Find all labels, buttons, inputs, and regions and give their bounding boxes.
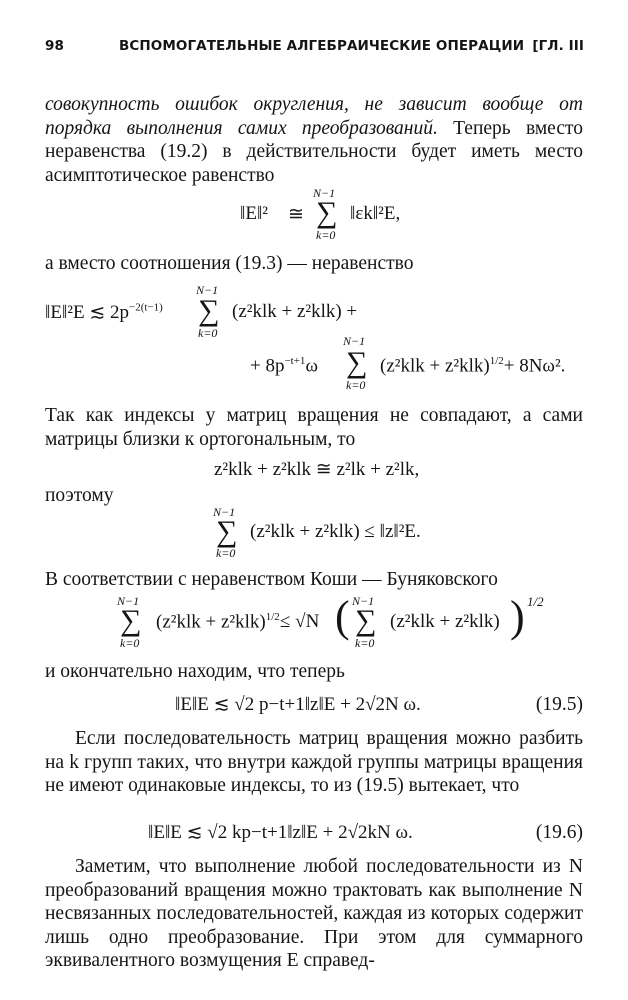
sum-lower-limit: k=0 xyxy=(316,228,336,242)
formula-4-term: (z²klk + z²klk) ≤ ‖z‖²E. xyxy=(250,521,421,542)
formula-5-term2: (z²klk + z²klk) xyxy=(390,611,500,632)
sum-upper-limit: N−1 xyxy=(196,283,219,297)
sum-symbol: ∑ xyxy=(216,515,238,548)
sum-upper-limit: N−1 xyxy=(117,594,140,608)
paragraph-3: Так как индексы у матриц вращения не совпадают, а сами матрицы близки к ортогональным, то xyxy=(45,405,583,450)
formula-3: z²klk + z²klk ≅ z²lk + z²lk, xyxy=(214,459,420,480)
sum-upper-limit: N−1 xyxy=(213,505,236,519)
chapter-label: [ГЛ. III xyxy=(532,38,584,54)
equation-number-19-6: (19.6) xyxy=(535,822,583,843)
sum-symbol: ∑ xyxy=(198,294,220,327)
paragraph-6: и окончательно находим, что теперь xyxy=(45,661,345,682)
sum-symbol: ∑ xyxy=(346,346,368,379)
sum-upper-limit: N−1 xyxy=(343,334,366,348)
right-paren: ) xyxy=(510,592,525,641)
sum-lower-limit: k=0 xyxy=(346,378,366,392)
formula-2-line2: + $8p^{-t+1}\omega$ xyxy=(250,355,318,377)
left-paren: ( xyxy=(335,592,350,641)
formula-2-term2: $(z^2klk + z^2klk)^{1/2}+ 8N\omega^2$. xyxy=(380,355,566,377)
sum-symbol: ∑ xyxy=(120,604,142,637)
paragraph-7: Если последовательность матриц вращения можно разбить на k групп таких, что внутри каждой группы матрицы вращения не имеют одинаковые индексы, то из (19.5) вытекает, что xyxy=(45,728,583,797)
formula-5-term: $(z^2klk + z^2klk)^{1/2}$ xyxy=(156,611,280,633)
sum-symbol: ∑ xyxy=(316,196,338,229)
formula-5-mid: ≤ √N xyxy=(280,611,320,632)
running-title: ВСПОМОГАТЕЛЬНЫЕ АЛГЕБРАИЧЕСКИЕ ОПЕРАЦИИ xyxy=(119,38,525,54)
paragraph-2: а вместо соотношения (19.3) — неравенство xyxy=(45,253,414,274)
page-number: 98 xyxy=(45,38,64,54)
formula-1-lhs: ‖E‖² xyxy=(240,203,268,224)
paragraph-5: В соответствии с неравенством Коши — Буняковского xyxy=(45,569,498,590)
equation-19-6: ‖E‖E ≲ √2 kp−t+1‖z‖E + 2√2kN ω. xyxy=(148,822,413,843)
equation-19-5: ‖E‖E ≲ √2 p−t+1‖z‖E + 2√2N ω. xyxy=(175,694,421,715)
running-header xyxy=(45,38,584,62)
sum-lower-limit: k=0 xyxy=(120,636,140,650)
paragraph-1 xyxy=(45,93,583,187)
sum-lower-limit: k=0 xyxy=(355,636,375,650)
formula-1-rel: ≅ xyxy=(288,204,304,225)
paragraph-1-rest: Теперь вместо неравенства (19.2) в действительности будет иметь место асимптотическое равенство xyxy=(45,117,583,186)
paragraph-8: Заметим, что выполнение любой последовательности из N преобразований вращения можно трактовать как выполнение N несвязанных последовательностей, каждая из которых содержит лишь одно преобразование. При этом для суммарного эквивалентного возмущения E справед- xyxy=(45,856,583,972)
sum-upper-limit: N−1 xyxy=(313,186,336,200)
formula-2-lhs: ‖E‖²E ≲ $2p^{-2(t-1)}$ xyxy=(45,301,163,323)
sum-lower-limit: k=0 xyxy=(216,546,236,560)
formula-2-term: (z²klk + z²klk) + xyxy=(232,301,358,322)
formula-5-exponent: 1/2 xyxy=(527,594,544,609)
sum-upper-limit: N−1 xyxy=(352,594,375,608)
paragraph-4: поэтому xyxy=(45,485,114,506)
sum-lower-limit: k=0 xyxy=(198,326,218,340)
sum-symbol: ∑ xyxy=(355,604,377,637)
formula-1-rhs: ‖εk‖²E, xyxy=(350,203,401,224)
italic-statement: совокупность ошибок округления, не зависит вообще от порядка выполнения самих преобразований. xyxy=(45,94,583,139)
equation-number-19-5: (19.5) xyxy=(535,694,583,715)
